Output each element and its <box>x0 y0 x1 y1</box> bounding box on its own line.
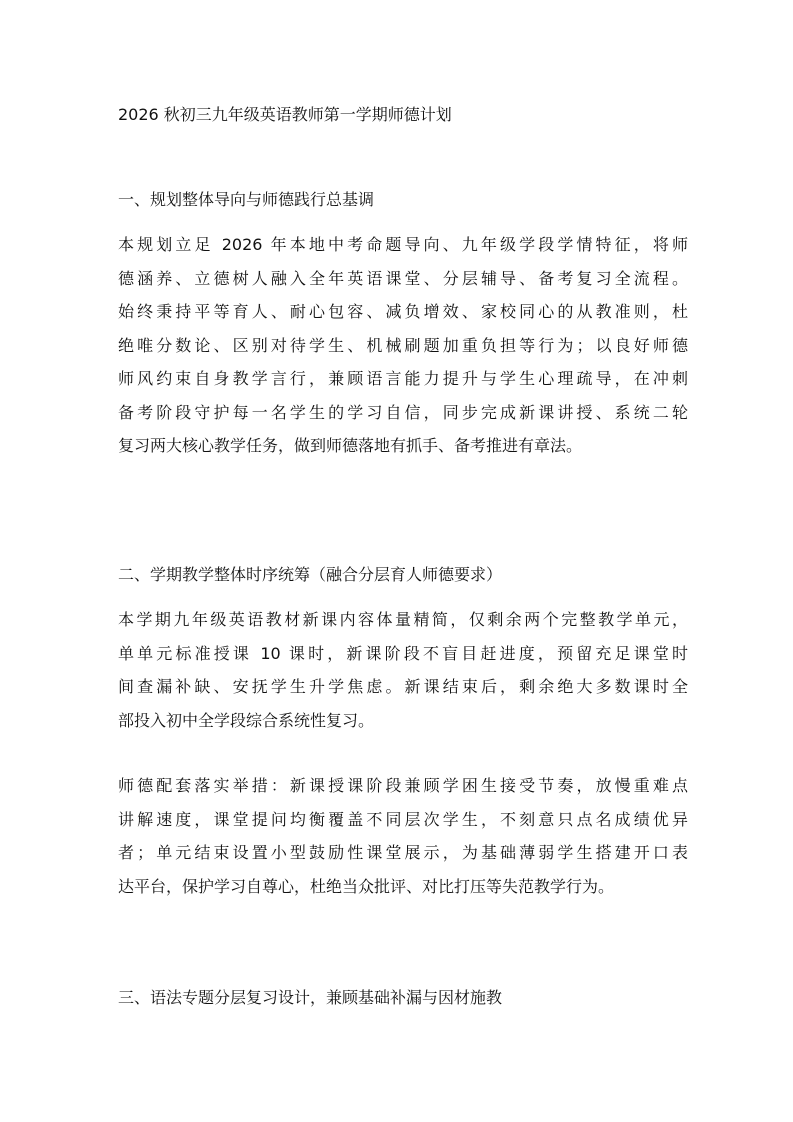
paragraph-line: 达平台，保护学习自尊心，杜绝当众批评、对比打压等失范教学行为。 <box>118 876 615 896</box>
document-title: 2026 秋初三九年级英语教师第一学期师德计划 <box>118 105 452 124</box>
paragraph-line: 本规划立足 2026 年本地中考命题导向、九年级学段学情特征，将师 <box>118 235 688 254</box>
paragraph-line: 者；单元结束设置小型鼓励性课堂展示，为基础薄弱学生搭建开口表 <box>118 843 688 862</box>
section-heading-2: 二、学期教学整体时序统筹（融合分层育人师德要求） <box>118 565 503 584</box>
paragraph-line: 讲解速度，课堂提问均衡覆盖不同层次学生，不刻意只点名成绩优异 <box>118 809 688 829</box>
section-1-paragraph-1 <box>118 228 688 463</box>
section-heading-3: 三、语法专题分层复习设计，兼顾基础补漏与因材施教 <box>118 988 503 1007</box>
paragraph-line: 始终秉持平等育人、耐心包容、减负增效、家校同心的从教准则，杜 <box>118 302 688 321</box>
paragraph-line: 师风约束自身教学言行，兼顾语言能力提升与学生心理疏导，在冲刺 <box>118 369 688 388</box>
paragraph-line: 单单元标准授课 10 课时，新课阶段不盲目赶进度，预留充足课堂时 <box>118 643 688 663</box>
section-2-paragraph-1 <box>118 603 688 737</box>
section-2-paragraph-2 <box>118 769 688 903</box>
paragraph-line: 备考阶段守护每一名学生的学习自信，同步完成新课讲授、系统二轮 <box>118 402 688 422</box>
paragraph-line: 部投入初中全学段综合系统性复习。 <box>118 710 375 730</box>
paragraph-line: 间查漏补缺、安抚学生升学焦虑。新课结束后，剩余绝大多数课时全 <box>118 677 688 696</box>
paragraph-line: 本学期九年级英语教材新课内容体量精简，仅剩余两个完整教学单元， <box>118 610 688 629</box>
paragraph-line: 绝唯分数论、区别对待学生、机械刷题加重负担等行为；以良好师德 <box>118 335 688 355</box>
paragraph-line: 德涵养、立德树人融入全年英语课堂、分层辅导、备考复习全流程。 <box>118 268 688 288</box>
section-heading-1: 一、规划整体导向与师德践行总基调 <box>118 190 375 209</box>
paragraph-line: 师德配套落实举措：新课授课阶段兼顾学困生接受节奏，放慢重难点 <box>118 776 688 795</box>
paragraph-line: 复习两大核心教学任务，做到师德落地有抓手、备考推进有章法。 <box>118 436 583 455</box>
